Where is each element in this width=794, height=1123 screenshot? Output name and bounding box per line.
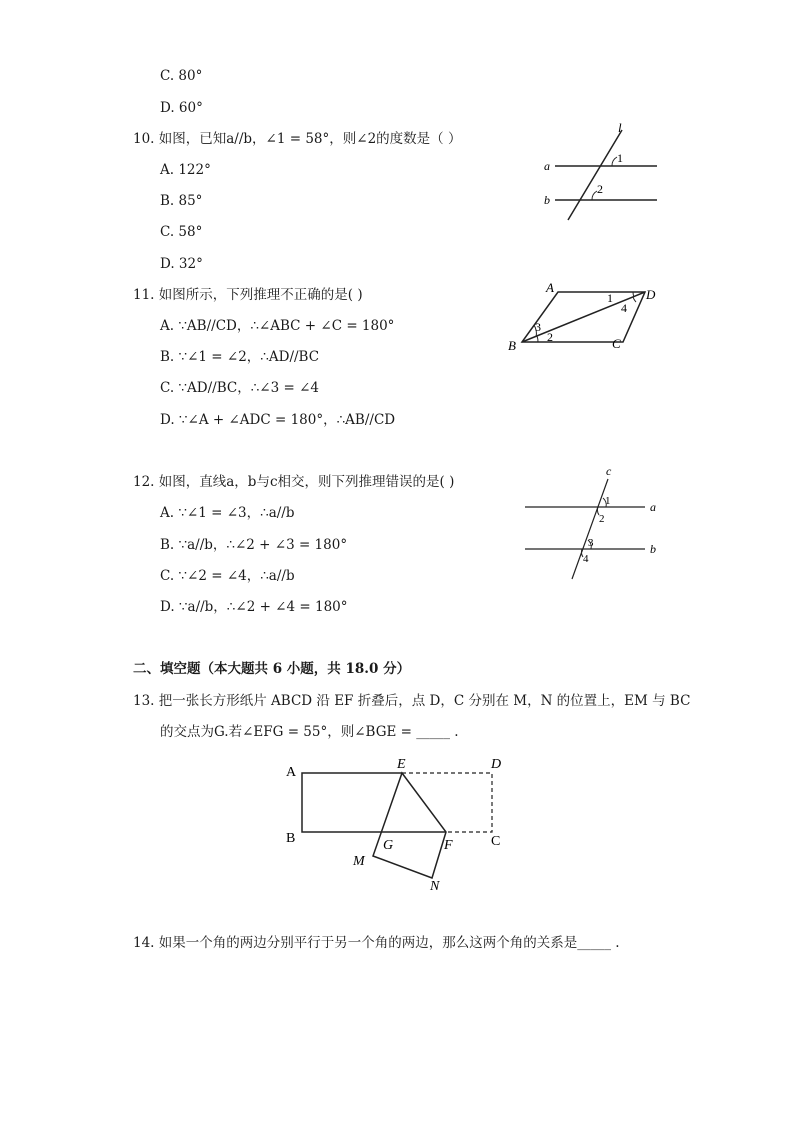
q10-stem: 10. 如图，已知a//b，∠1 = 58°，则∠2的度数是（ ） (133, 131, 462, 147)
q11-figure (505, 280, 675, 355)
q11-option-b: B. ∵∠1 = ∠2，∴AD//BC (160, 349, 320, 365)
q12-option-a: A. ∵∠1 = ∠3，∴a//b (160, 505, 295, 521)
q12-option-d: D. ∵a//b，∴∠2 + ∠4 = 180° (160, 599, 348, 615)
q13-point-e-label: E (397, 757, 406, 772)
q11-angle-3-label: 3 (535, 320, 541, 334)
q10-option-b: B. 85° (160, 193, 203, 209)
q12-angle-4-label: 4 (583, 553, 589, 565)
q11-stem: 11. 如图所示，下列推理不正确的是( ) (133, 287, 363, 303)
q12-line-c-label: c (606, 464, 612, 478)
q13-point-n-label: N (430, 879, 440, 894)
q12-angle-3-label: 3 (588, 537, 594, 549)
q10-line-b-label: b (544, 193, 550, 207)
q13-point-b-label: B (286, 831, 296, 846)
q12-angle-2-label: 2 (599, 513, 605, 525)
q12-figure (520, 465, 670, 585)
q13-point-f-label: F (444, 838, 453, 853)
q13-point-d-label: D (491, 757, 502, 772)
q12-option-c: C. ∵∠2 = ∠4，∴a//b (160, 568, 295, 584)
q10-line-a-label: a (544, 159, 550, 173)
q11-point-a-label: A (546, 280, 554, 295)
q11-angle-4-label: 4 (621, 301, 627, 315)
q11-point-c-label: C (612, 336, 621, 351)
q11-option-a: A. ∵AB//CD，∴∠ABC + ∠C = 180° (160, 318, 395, 334)
q10-option-a: A. 122° (160, 162, 211, 178)
q9-option-c: C. 80° (160, 68, 203, 84)
q11-point-d-label: D (646, 287, 656, 302)
q12-angle-1-label: 1 (605, 495, 611, 507)
q13-point-c-label: C (491, 834, 501, 849)
q13-point-m-label: M (353, 854, 365, 869)
q11-option-d: D. ∵∠A + ∠ADC = 180°，∴AB//CD (160, 412, 396, 428)
q12-line-a-label: a (650, 500, 656, 514)
q10-option-d: D. 32° (160, 256, 203, 272)
q12-option-b: B. ∵a//b，∴∠2 + ∠3 = 180° (160, 537, 348, 553)
q10-figure (540, 120, 670, 230)
q12-stem: 12. 如图，直线a，b与c相交，则下列推理错误的是( ) (133, 474, 455, 490)
q13-stem-line1: 13. 把一张长方形纸片 ABCD 沿 EF 折叠后，点 D，C 分别在 M，N 的位置上，EM 与 BC (133, 693, 691, 709)
q11-option-c: C. ∵AD//BC，∴∠3 = ∠4 (160, 380, 319, 396)
q9-option-d: D. 60° (160, 100, 203, 116)
q10-line-l-label: l (618, 120, 622, 135)
q11-angle-1-label: 1 (607, 291, 613, 305)
q11-angle-2-label: 2 (547, 330, 553, 344)
q13-point-g-label: G (383, 838, 394, 853)
q10-option-c: C. 58° (160, 224, 203, 240)
q10-angle-2-label: 2 (597, 182, 603, 196)
q13-point-a-label: A (286, 765, 297, 780)
q13-figure (280, 752, 520, 897)
q13-stem-line2: 的交点为G.若∠EFG = 55°，则∠BGE = _____ . (160, 724, 459, 740)
q12-line-b-label: b (650, 542, 656, 556)
q10-angle-1-label: 1 (617, 151, 623, 165)
q14-stem: 14. 如果一个角的两边分别平行于另一个角的两边，那么这两个角的关系是_____ . (133, 935, 620, 951)
q11-point-b-label: B (508, 338, 516, 353)
section-title-fill-in: 二、填空题（本大题共 6 小题，共 18.0 分） (133, 661, 411, 677)
